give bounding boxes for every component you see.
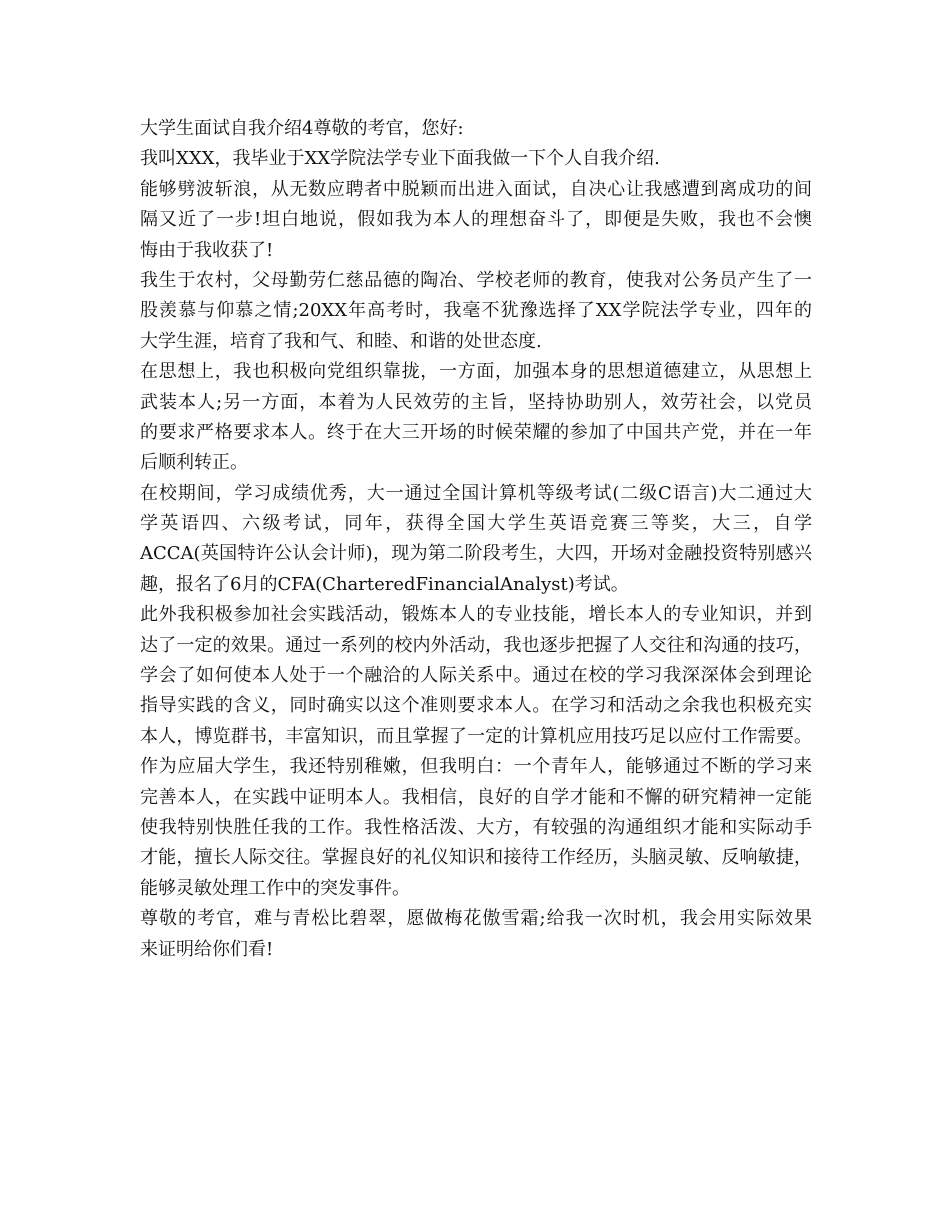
text-line: 趣，报名了6月的CFA(CharteredFinancialAnalyst)考试。 [140, 573, 629, 595]
text-line: 武装本人;另一方面，本着为人民效劳的主旨，坚持协助别人，效劳社会，以党员 [140, 391, 812, 413]
text-line: 大学生涯，培育了我和气、和睦、和谐的处世态度. [140, 330, 542, 352]
text-line: ACCA(英国特许公认会计师)，现为第二阶段考生，大四，开场对金融投资特别感兴 [140, 543, 812, 565]
text-line: 本人，博览群书，丰富知识，而且掌握了一定的计算机应用技巧足以应付工作需要。 [140, 725, 812, 747]
document-body [140, 114, 812, 965]
text-line: 的要求严格要求本人。终于在大三开场的时候荣耀的参加了中国共产党，并在一年 [140, 421, 812, 443]
text-line: 完善本人，在实践中证明本人。我相信，良好的自学才能和不懈的研究精神一定能 [140, 786, 812, 808]
text-line: 学英语四、六级考试，同年，获得全国大学生英语竞赛三等奖，大三，自学 [140, 513, 812, 535]
text-line: 在思想上，我也积极向党组织靠拢，一方面，加强本身的思想道德建立，从思想上 [140, 361, 812, 383]
text-line: 达了一定的效果。通过一系列的校内外活动，我也逐步把握了人交往和沟通的技巧， [140, 634, 812, 656]
text-line: 使我特别快胜任我的工作。我性格活泼、大方，有较强的沟通组织才能和实际动手 [140, 816, 812, 838]
text-line: 后顺利转正。 [140, 452, 248, 474]
text-line: 我生于农村，父母勤劳仁慈品德的陶冶、学校老师的教育，使我对公务员产生了一 [140, 269, 812, 291]
text-line: 大学生面试自我介绍4尊敬的考官，您好: [140, 118, 464, 139]
text-line: 才能，擅长人际交往。掌握良好的礼仪知识和接待工作经历，头脑灵敏、反响敏捷， [140, 847, 812, 869]
text-line: 作为应届大学生，我还特别稚嫩，但我明白：一个青年人，能够通过不断的学习来 [140, 756, 812, 778]
text-line: 此外我积极参加社会实践活动，锻炼本人的专业技能，增长本人的专业知识，并到 [140, 604, 812, 626]
text-line: 学会了如何使本人处于一个融洽的人际关系中。通过在校的学习我深深体会到理论 [140, 665, 812, 687]
text-line: 隔又近了一步!坦白地说，假如我为本人的理想奋斗了，即便是失败，我也不会懊 [140, 209, 812, 231]
text-line: 在校期间，学习成绩优秀，大一通过全国计算机等级考试(二级C语言)大二通过大 [140, 482, 812, 504]
text-line: 能够劈波斩浪，从无数应聘者中脱颖而出进入面试，自决心让我感遭到离成功的间 [140, 178, 812, 200]
text-line: 能够灵敏处理工作中的突发事件。 [140, 877, 410, 899]
text-line: 指导实践的含义，同时确实以这个准则要求本人。在学习和活动之余我也积极充实 [140, 695, 812, 717]
text-line: 来证明给你们看! [140, 938, 274, 960]
text-line: 股羡慕与仰慕之情;20XX年高考时，我毫不犹豫选择了XX学院法学专业，四年的 [140, 300, 812, 322]
text-line: 我叫XXX，我毕业于XX学院法学专业下面我做一下个人自我介绍. [140, 148, 660, 170]
text-line: 悔由于我收获了! [140, 239, 274, 261]
text-line: 尊敬的考官，难与青松比碧翠，愿做梅花傲雪霜;给我一次时机，我会用实际效果 [140, 908, 812, 930]
